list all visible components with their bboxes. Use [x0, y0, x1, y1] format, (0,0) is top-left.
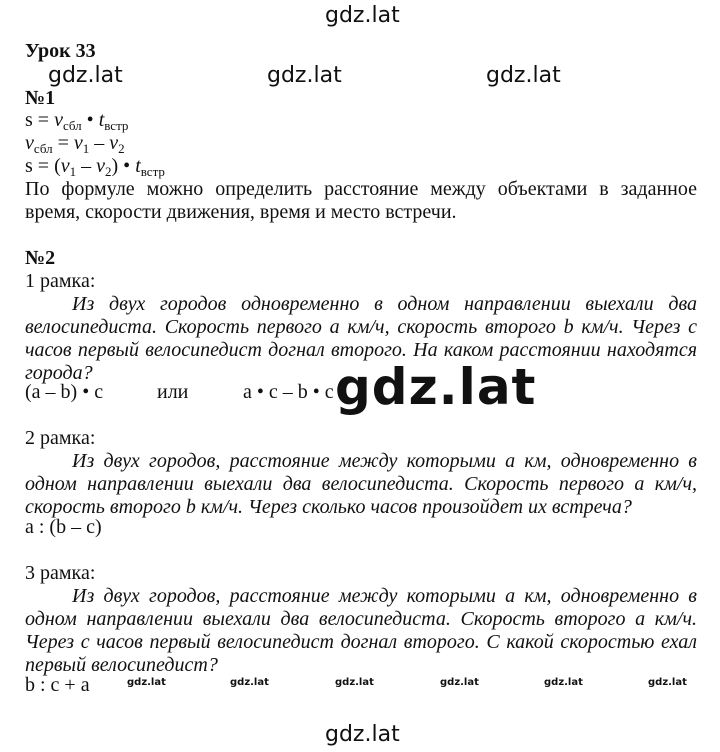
- frame3-label: 3 рамка:: [25, 562, 96, 584]
- frame2-label: 2 рамка:: [25, 427, 96, 449]
- frame1-answer: (a – b) • c: [25, 381, 104, 403]
- watermark-small-1: gdz.lat: [127, 677, 166, 688]
- lesson-title: Урок 33: [25, 40, 96, 62]
- frame1-or: или: [157, 381, 189, 403]
- task1-number: №1: [25, 87, 56, 109]
- watermark-big: gdz.lat: [335, 358, 537, 416]
- watermark-bottom: gdz.lat: [325, 722, 400, 747]
- watermark-small-6: gdz.lat: [648, 677, 687, 688]
- watermark-row-2: gdz.lat: [267, 63, 342, 88]
- watermark-small-4: gdz.lat: [440, 677, 479, 688]
- watermark-row-3: gdz.lat: [486, 63, 561, 88]
- frame3-answer: b : c + a: [25, 674, 90, 696]
- watermark-small-5: gdz.lat: [544, 677, 583, 688]
- frame1-problem: Из двух городов одновременно в одном направлении выехали два велосипедиста. Скорость первого а км/ч, скорость второго b км/ч. Через с часов первый велосипедист догнал второго. На каком расстоянии находятся города?: [25, 293, 697, 384]
- task1-explanation: По формуле можно определить расстояние между объектами в заданное время, скорости движения, время и место встречи.: [25, 178, 697, 223]
- watermark-top: gdz.lat: [325, 3, 400, 28]
- frame3-problem: Из двух городов, расстояние между которыми а км, одновременно в одном направлении выехали два велосипедиста. Скорость второго а км/ч. Через с часов первый велосипедист догнал второго. С какой скоростью ехал первый велосипедист?: [25, 585, 697, 676]
- task2-number: №2: [25, 247, 56, 269]
- task1-formula-1: $s = v_{сбл}$ • $t_{встр}$: [25, 109, 129, 133]
- task1-formula-3: $s = (v_1 - v_2)$ • $t_{встр}$: [25, 155, 165, 179]
- frame2-problem: Из двух городов, расстояние между которыми а км, одновременно в одном направлении выехали два велосипедиста. Скорость первого а км/ч, скорость второго b км/ч. Через сколько часов произойдет их встреча?: [25, 450, 697, 518]
- watermark-small-2: gdz.lat: [230, 677, 269, 688]
- frame2-answer: a : (b – c): [25, 516, 102, 538]
- task1-formula-2: $v_{сбл} = v_1 - v_2$: [25, 132, 125, 156]
- watermark-row-1: gdz.lat: [48, 63, 123, 88]
- frame1-label: 1 рамка:: [25, 270, 96, 292]
- watermark-small-3: gdz.lat: [335, 677, 374, 688]
- frame1-answer-alt: a • c – b • c: [243, 381, 334, 403]
